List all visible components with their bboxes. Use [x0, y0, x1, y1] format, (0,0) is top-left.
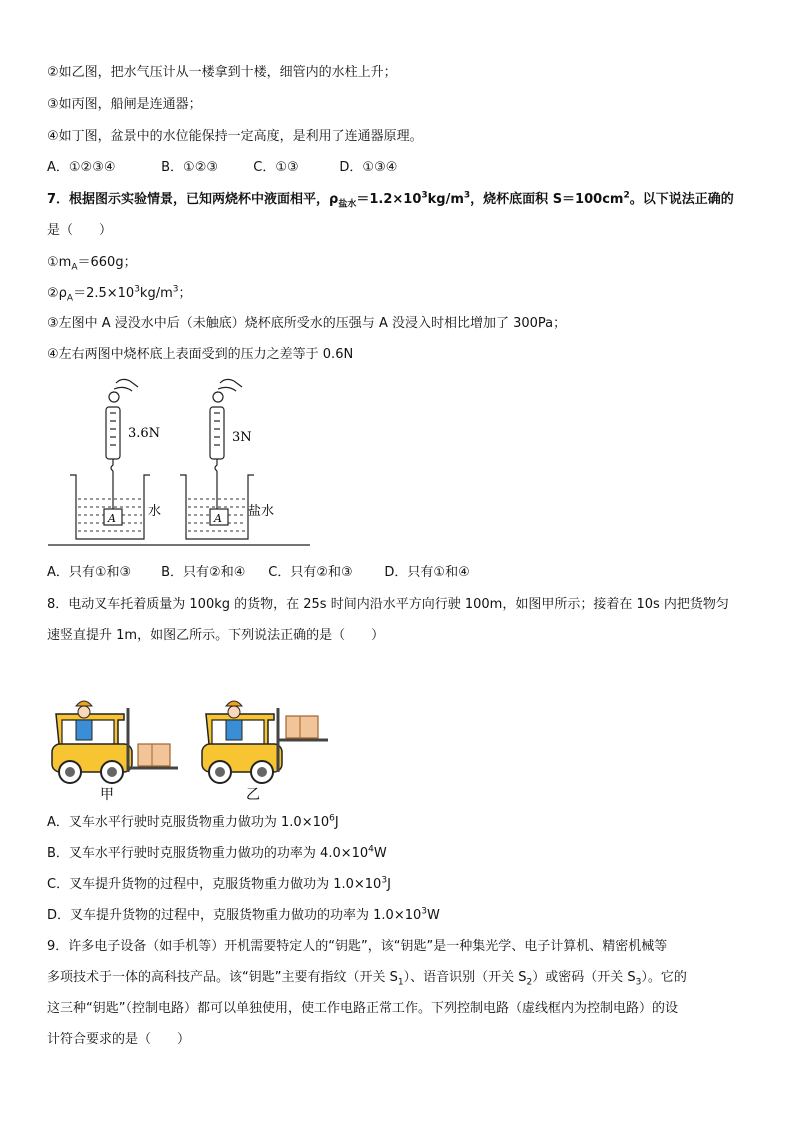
q9-stem-3: 这三种“钥匙”（控制电路）都可以单独使用，使工作电路正常工作。下列控制电路（虚线框内为控制电路）的设 [47, 1001, 678, 1016]
q7-beaker-figure [48, 375, 310, 550]
figure-label-jia: 甲 [100, 787, 114, 803]
right-block-label: A [214, 512, 222, 525]
statement-4: ④如丁图，盆景中的水位能保持一定高度，是利用了连通器原理。 [47, 129, 423, 144]
forklift-left [52, 701, 178, 783]
q8-option-d[interactable]: D．叉车提升货物的过程中，克服货物重力做功的功率为 $1.0\times 10^3W$ [47, 906, 440, 923]
q9-stem: 9．许多电子设备（如手机等）开机需要特定人的“钥匙”，该“钥匙”是一种集光学、电子计算机、精密机械等 [47, 939, 668, 954]
q7-stem: 7．根据图示实验情景，已知两烧杯中液面相平，$\rho_{盐水}=1.2\times 10^3kg/m^3$，烧杯底面积 $S=100cm^2$。以下说法正确的 [47, 190, 734, 210]
q8-forklift-figure [48, 684, 338, 804]
q6-options [47, 159, 397, 177]
q8-stem-cont: 速竖直提升 1m，如图乙所示。下列说法正确的是（ ） [47, 628, 385, 643]
option-a[interactable]: A．①②③④ [47, 160, 116, 175]
q7-stem-cont: 是（ ） [47, 223, 113, 238]
figure-label-yi: 乙 [246, 787, 260, 803]
q9-stem-4: 计符合要求的是（ ） [47, 1032, 191, 1047]
option-c[interactable]: C．只有②和③ [268, 565, 353, 580]
statement-3: ③如丙图，船闸是连通器； [47, 97, 202, 112]
q7-statement-4: ④左右两图中烧杯底上表面受到的压力之差等于 0.6N [47, 347, 354, 362]
left-liquid-label: 水 [148, 504, 162, 519]
q7-statement-3: ③左图中 A 浸没水中后（未触底）烧杯底所受水的压强与 A 没浸入时相比增加了 300Pa； [47, 316, 567, 331]
option-d[interactable]: D．只有①和④ [384, 565, 470, 580]
statement-2: ②如乙图，把水气压计从一楼拿到十楼，细管内的水柱上升； [47, 65, 397, 80]
q8-option-b[interactable]: B．叉车水平行驶时克服货物重力做功的功率为 $4.0\times 10^4W$ [47, 844, 387, 861]
option-c[interactable]: C．①③ [253, 160, 299, 175]
q8-option-a[interactable]: A．叉车水平行驶时克服货物重力做功为 $1.0\times 10^6J$ [47, 813, 339, 830]
right-liquid-label: 盐水 [248, 504, 275, 519]
q7-statement-1: $①m_A=660g$； [47, 255, 137, 273]
q8-option-c[interactable]: C．叉车提升货物的过程中，克服货物重力做功为 $1.0\times 10^3J$ [47, 875, 391, 892]
option-d[interactable]: D．①③④ [339, 160, 398, 175]
left-scale-reading: 3.6N [128, 426, 161, 441]
q9-stem-2: 多项技术于一体的高科技产品。该“钥匙”主要有指纹（开关 $S_1$）、语音识别（开关 $S_2$）或密码（开关 $S_3$）。它的 [47, 970, 687, 988]
forklift-right [202, 701, 328, 783]
right-scale-reading: 3N [232, 430, 252, 445]
q8-stem: 8．电动叉车托着质量为 100kg 的货物，在 25s 时间内沿水平方向行驶 100m，如图甲所示；接着在 10s 内把货物匀 [47, 597, 729, 612]
option-b[interactable]: B．只有②和④ [161, 565, 246, 580]
q7-statement-2: $②\rho_A=2.5\times 10^3kg/m^3$； [47, 284, 192, 304]
q7-options [47, 564, 470, 582]
option-a[interactable]: A．只有①和③ [47, 565, 132, 580]
option-b[interactable]: B．①②③ [161, 160, 219, 175]
left-block-label: A [108, 512, 116, 525]
